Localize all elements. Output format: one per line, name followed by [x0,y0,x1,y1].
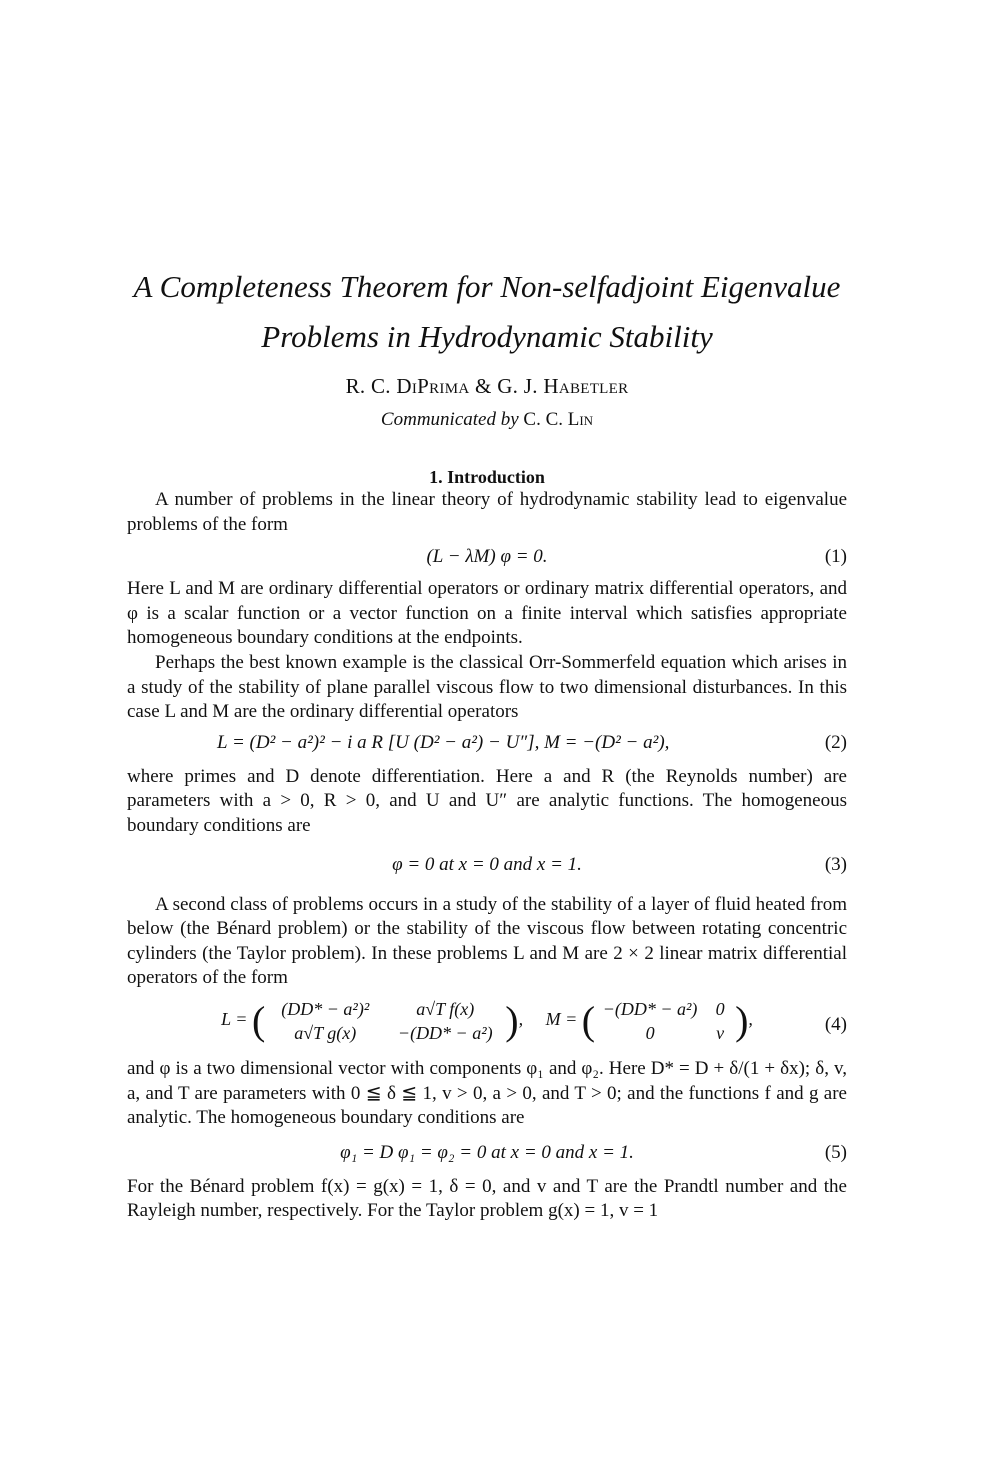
title-line-2: Problems in Hydrodynamic Stability [261,319,713,354]
matrix-M-row-2 [595,1021,735,1045]
paragraph-1: A number of problems in the linear theory of hydrodynamic stability lead to eigenvalue problems of the form [127,489,847,535]
right-paren-M: ) [735,997,749,1043]
equation-5-number: (5) [824,1141,847,1163]
matrix-L-row-1 [265,997,505,1021]
matrix-M [595,997,735,1045]
matrix-L-22: −(DD* − a²) [397,1022,493,1043]
paper-page [127,262,847,1224]
equation-1 [127,543,847,571]
equation-4-M-label: M = [545,1009,578,1030]
paragraph-3: Perhaps the best known example is the classical Orr-Sommerfeld equation which arises in a study of the stability of plane parallel viscous flow to two dimensional disturbances. In this case L and M are the ordinary differential operators [127,651,847,723]
left-paren-M: ( [581,997,596,1043]
equation-2-number: (2) [824,731,847,753]
title-line-1: A Completeness Theorem for Non-selfadjoint Eigenvalue [133,269,841,304]
equation-1-number: (1) [824,546,847,568]
equation-2-body: L = (D² − a²)² − i a R [U (D² − a²) − U″], M = −(D² − a²), [217,731,670,753]
equation-4-number: (4) [824,1013,847,1035]
matrix-L [265,997,505,1045]
equation-1-body: (L − λM) φ = 0. [426,546,548,568]
equation-4-L-label: L = [221,1009,248,1030]
equation-2 [127,729,847,757]
left-paren-L: ( [251,997,266,1043]
matrix-L-21: a√T g(x) [294,1022,357,1043]
paper-title [127,262,847,362]
paragraph-2: Here L and M are ordinary differential operators or ordinary matrix differential operators, and φ is a scalar function or a vector function on a finite interval which satisfies appropriate homogeneous boundary conditions at the endpoints. [127,578,847,649]
equation-3-body: φ = 0 at x = 0 and x = 1. [392,853,582,875]
paragraph-7: For the Bénard problem f(x) = g(x) = 1, δ = 0, and v and T are the Prandtl number and the Rayleigh number, respectively. For the Taylor problem g(x) = 1, v = 1 [127,1175,847,1222]
matrix-M-12: 0 [715,998,725,1019]
matrix-M-row-1 [595,997,735,1021]
equation-4 [127,997,847,1053]
paragraph-4: where primes and D denote differentiation. Here a and R (the Reynolds number) are parameters with a > 0, R > 0, and U and U″ are analytic functions. The homogeneous boundary conditions are [127,765,847,836]
matrix-M-21: 0 [645,1022,655,1043]
equation-5 [127,1139,847,1167]
communicated-label: Communicated by [380,409,519,430]
equation-4-body: L = ( (DD* − a²)² a√T f(x) a√T g(x) −(DD* − a²) ), M = ( −(DD* − a²) 0 0 v ), [221,997,753,1043]
equation-5-body: φ₁ = D φ₁ = φ₂ = 0 at x = 0 and x = 1. [340,1141,634,1163]
right-paren-L: ) [505,997,519,1043]
equation-3 [127,851,847,879]
section-heading: 1. Introduction [429,467,545,487]
communicated-name: C. C. Lin [523,409,594,430]
equation-3-number: (3) [824,853,847,875]
matrix-M-11: −(DD* − a²) [602,998,698,1019]
matrix-L-11: (DD* − a²)² [281,998,370,1019]
matrix-L-row-2 [265,1021,505,1045]
communicated-by [127,409,847,431]
matrix-L-12: a√T f(x) [416,998,475,1019]
paragraph-6: and φ is a two dimensional vector with components φ₁ and φ₂. Here D* = D + δ/(1 + δx); δ, v, a, and T are parameters with 0 ≦ δ ≦ 1, v > 0, a > 0, and T > 0; and the functions f and g are analytic. The homogeneous boundary conditions are [127,1057,847,1129]
paragraph-5: A second class of problems occurs in a study of the stability of a layer of fluid heated from below (the Bénard problem) or the stability of the viscous flow between rotating concentric cylinders (the Taylor problem). In these problems L and M are 2 × 2 linear matrix differential operators of the form [127,893,847,989]
authors: R. C. DiPrima & G. J. Habetler [345,374,629,398]
matrix-M-22: v [716,1022,725,1043]
